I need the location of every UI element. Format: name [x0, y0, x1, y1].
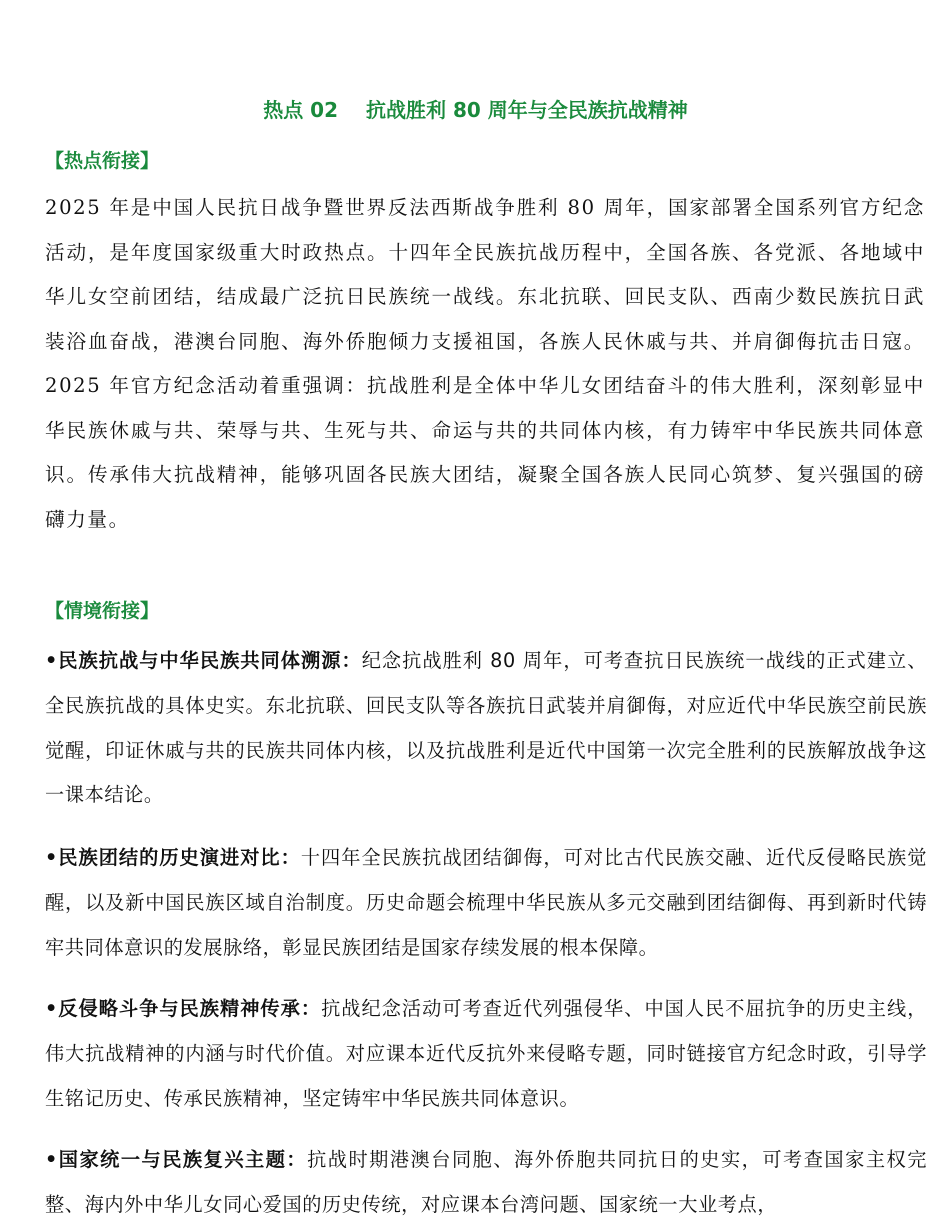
- bullet-text: 纪念抗战胜利 80 周年，可考查抗日民族统一战线的正式建立、全民族抗战的具体史实。东北抗联、回民支队等各族抗日武装并肩御侮，对应近代中华民族空前民族觉醒，印证休戚与共的民族共同体内核，以及抗战胜利是近代中国第一次完全胜利的民族解放战争这一课本结论。: [45, 649, 927, 807]
- intro-paragraph: 2025 年是中国人民抗日战争暨世界反法西斯战争胜利 80 周年，国家部署全国系列官方纪念活动，是年度国家级重大时政热点。十四年全民族抗战历程中，全国各族、各党派、各地域中华儿女空前团结，结成最广泛抗日民族统一战线。东北抗联、回民支队、西南少数民族抗日武装浴血奋战，港澳台同胞、海外侨胞倾力支援祖国，各族人民休戚与共、并肩御侮抗击日寇。2025 年官方纪念活动着重强调：抗战胜利是全体中华儿女团结奋斗的伟大胜利，深刻彰显中华民族休戚与共、荣辱与共、生死与共、命运与共的共同体内核，有力铸牢中华民族共同体意识。传承伟大抗战精神，能够巩固各民族大团结，凝聚全国各族人民同心筑梦、复兴强国的磅礴力量。: [45, 196, 925, 531]
- bullet-lead: •民族团结的历史演进对比：: [45, 846, 301, 869]
- bullet-text: 十四年全民族抗战团结御侮，可对比古代民族交融、近代反侵略民族觉醒，以及新中国民族区域自治制度。历史命题会梳理中华民族从多元交融到团结御侮、再到新时代铸牢共同体意识的发展脉络，彰显民族团结是国家存续发展的根本保障。: [45, 846, 927, 959]
- section-heading-hotspot: 【热点衔接】: [45, 150, 160, 172]
- bullet-lead: •民族抗战与中华民族共同体溯源：: [45, 649, 362, 672]
- bullet-item: [45, 987, 927, 1121]
- bullet-lead: •反侵略斗争与民族精神传承：: [45, 997, 322, 1020]
- bullet-item: [45, 1138, 927, 1228]
- bullet-lead: •国家统一与民族复兴主题：: [45, 1148, 308, 1171]
- bullet-text: 抗战时期港澳台同胞、海外侨胞共同抗日的史实，可考查国家主权完整、海内外中华儿女同心爱国的历史传统，对应课本台湾问题、国家统一大业考点，: [45, 1148, 927, 1216]
- bullet-item: [45, 639, 927, 818]
- page-title: [0, 94, 951, 123]
- title-main: 抗战胜利 80 周年与全民族抗战精神: [366, 98, 688, 122]
- bullet-item: [45, 836, 927, 970]
- title-prefix: 热点 02: [263, 98, 339, 122]
- bullet-text: 抗战纪念活动可考查近代列强侵华、中国人民不屈抗争的历史主线，伟大抗战精神的内涵与时代价值。对应课本近代反抗外来侵略专题，同时链接官方纪念时政，引导学生铭记历史、传承民族精神，坚定铸牢中华民族共同体意识。: [45, 997, 928, 1110]
- section-heading-context: 【情境衔接】: [45, 600, 160, 622]
